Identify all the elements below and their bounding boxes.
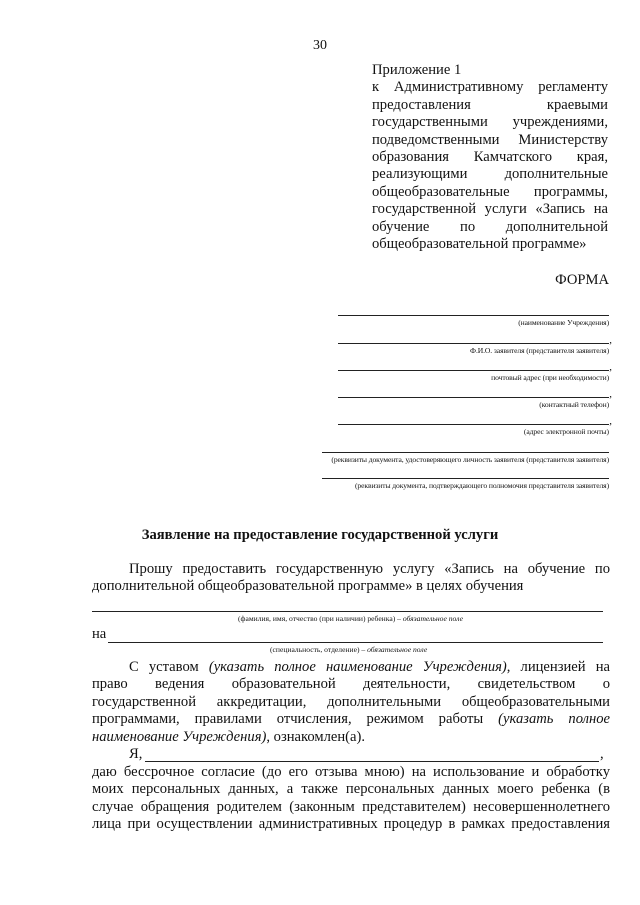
statute-line: право ведения образовательной деятельности, свидетельством о	[92, 676, 610, 693]
consent-comma: ,	[600, 746, 604, 762]
specialty-input-line[interactable]	[108, 642, 603, 643]
consent-name-input-line[interactable]	[145, 761, 599, 762]
field-caption: (контактный телефон)	[539, 400, 609, 409]
field-caption: (реквизиты документа, удостоверяющего личность заявителя (представителя заявителя)	[331, 455, 609, 464]
field-line	[338, 397, 609, 398]
statute-line: государственной аккредитации, дополнительными общеобразовательными	[92, 693, 610, 710]
institution-name-field[interactable]	[338, 315, 609, 327]
statute-paragraph	[92, 659, 610, 746]
appendix-line: предоставления краевыми	[372, 96, 608, 113]
field-line	[338, 370, 609, 371]
field-comma: ,	[609, 388, 612, 400]
identity-document-field[interactable]	[322, 452, 609, 464]
field-caption: (наименование Учреждения)	[518, 318, 609, 327]
field-caption: (реквизиты документа, подтверждающего полномочия представителя заявителя)	[354, 481, 609, 490]
statute-italic: наименование Учреждения)	[92, 728, 267, 745]
field-caption: Ф.И.О. заявителя (представителя заявителя)	[470, 346, 609, 355]
appendix-line: подведомственными Министерству	[372, 131, 608, 148]
appendix-line: общеобразовательной программе»	[372, 236, 587, 253]
caption-required: обязательное поле	[367, 645, 428, 654]
appendix-line: государственной услуги «Запись на	[372, 201, 608, 218]
field-line	[338, 343, 609, 344]
appendix-line: к Административному регламенту	[372, 79, 608, 96]
field-line	[338, 424, 609, 425]
caption-required: обязательное поле	[402, 614, 463, 623]
form-label: ФОРМА	[555, 272, 609, 288]
ya-label: Я,	[129, 746, 143, 762]
consent-paragraph	[92, 764, 610, 834]
specialty-caption	[270, 645, 427, 654]
field-line	[338, 315, 609, 316]
na-label: на	[92, 626, 107, 642]
field-comma: ,	[609, 415, 612, 427]
field-caption: (адрес электронной почты)	[523, 427, 609, 436]
consent-line: лица при осуществлении административных процедур в рамках предоставления	[92, 816, 610, 833]
child-name-caption	[238, 614, 463, 623]
appendix-line: общеобразовательные программы,	[372, 183, 608, 200]
statute-text: С уставом	[129, 659, 209, 675]
authority-document-field[interactable]	[322, 478, 609, 490]
appendix-line: реализующими дополнительные	[372, 166, 608, 183]
request-paragraph	[92, 561, 610, 596]
statute-text: , лицензией на	[506, 659, 610, 675]
statute-italic: (указать полное	[498, 711, 611, 728]
caption-text: (специальность, отделение) –	[270, 645, 366, 654]
consent-line: моих персональных данных, а также персональных данных моего ребенка (в	[92, 781, 610, 798]
statute-line	[92, 659, 610, 676]
consent-line: даю бессрочное согласие (до его отзыва мною) на использование и обработку	[92, 764, 610, 780]
field-caption: почтовый адрес (при необходимости)	[491, 373, 609, 382]
statute-line	[92, 729, 610, 746]
field-comma: ,	[609, 334, 612, 346]
statute-line	[92, 711, 610, 728]
child-name-input-line[interactable]	[92, 611, 603, 612]
request-line: дополнительной общеобразовательной программе» в целях обучения	[92, 578, 524, 595]
appendix-line: Приложение 1	[372, 62, 462, 78]
postal-address-field[interactable]	[338, 361, 612, 382]
statute-text: программами, правилами отчисления, режимом работы	[92, 711, 499, 728]
statute-italic: (указать полное наименование Учреждения)	[208, 659, 507, 675]
application-title: Заявление на предоставление государственной услуги	[141, 527, 499, 543]
appendix-line: государственными учреждениями,	[372, 114, 608, 131]
email-field[interactable]	[338, 415, 612, 436]
appendix-block	[372, 62, 608, 253]
applicant-name-field[interactable]	[338, 334, 612, 355]
appendix-line: обучение по дополнительной	[372, 218, 608, 235]
field-line	[322, 478, 609, 479]
appendix-line: образования Камчатского края,	[372, 149, 608, 166]
field-line	[322, 452, 609, 453]
page-number: 30	[313, 38, 327, 53]
request-line: Прошу предоставить государственную услугу «Запись на обучение по	[129, 561, 610, 577]
caption-text: (фамилия, имя, отчество (при наличии) ребенка) –	[238, 614, 401, 623]
statute-text: , ознакомлен(а).	[266, 728, 366, 745]
phone-field[interactable]	[338, 388, 612, 409]
field-comma: ,	[609, 361, 612, 373]
consent-line: случае обращения родителем (законным представителем) несовершеннолетнего	[92, 798, 610, 815]
